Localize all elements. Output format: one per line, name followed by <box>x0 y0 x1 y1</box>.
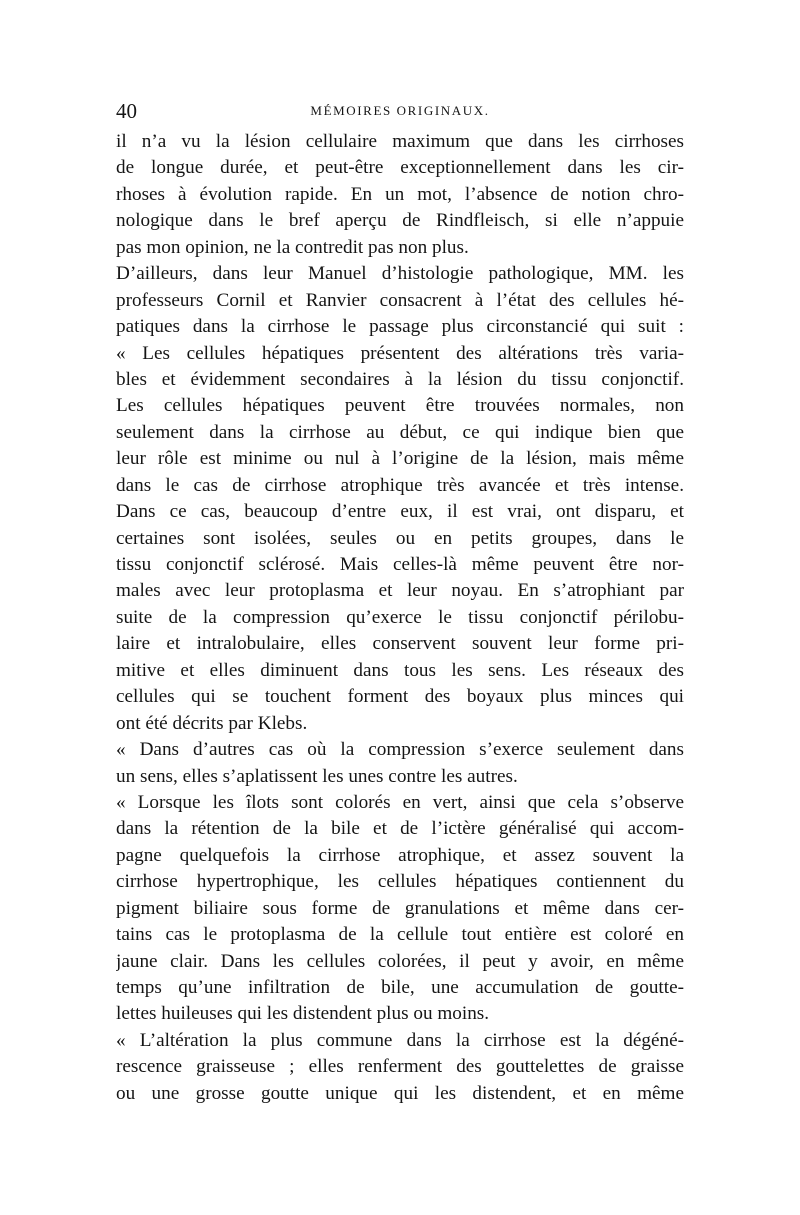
text-line: jaune clair. Dans les cellules colorées, il peut y avoir, en même <box>116 950 684 972</box>
text-line: patiques dans la cirrhose le passage plus circonstancié qui suit : <box>116 316 684 338</box>
text-line: leur rôle est minime ou nul à l’origine de la lésion, mais même <box>116 448 684 470</box>
body-text <box>116 129 684 1107</box>
text-line: suite de la compression qu’exerce le tissu conjonctif périlobu- <box>116 606 684 628</box>
text-line: bles et évidemment secondaires à la lésion du tissu conjonctif. <box>116 368 684 390</box>
text-line: ou une grosse goutte unique qui les distendent, et en même <box>116 1082 684 1104</box>
text-line: temps qu’une infiltration de bile, une accumulation de goutte- <box>116 977 684 998</box>
text-line: tissu conjonctif sclérosé. Mais celles-là même peuvent être nor- <box>116 554 684 575</box>
text-line: nologique dans le bref aperçu de Rindfleisch, si elle n’appuie <box>116 210 684 232</box>
running-title: MÉMOIRES ORIGINAUX. <box>310 103 490 118</box>
text-line: lettes huileuses qui les distendent plus ou moins. <box>116 1003 490 1025</box>
text-line: « L’altération la plus commune dans la cirrhose est la dégéné- <box>116 1029 684 1051</box>
text-line: « Dans d’autres cas où la compression s’exerce seulement dans <box>116 739 684 761</box>
text-line: rhoses à évolution rapide. En un mot, l’absence de notion chro- <box>116 183 684 205</box>
text-line: il n’a vu la lésion cellulaire maximum que dans les cirrhoses <box>116 131 684 152</box>
text-line: dans la rétention de la bile et de l’ictère généralisé qui accom- <box>116 818 684 840</box>
text-line: pagne quelquefois la cirrhose atrophique, et assez souvent la <box>116 844 684 866</box>
text-line: seulement dans la cirrhose au début, ce qui indique bien que <box>116 421 684 443</box>
text-line: cirrhose hypertrophique, les cellules hépatiques contiennent du <box>116 871 684 893</box>
text-line: tains cas le protoplasma de la cellule tout entière est coloré en <box>116 924 684 946</box>
text-line: mitive et elles diminuent dans tous les sens. Les réseaux des <box>116 659 684 681</box>
text-line: de longue durée, et peut-être exceptionnellement dans les cir- <box>116 157 684 179</box>
text-line: Les cellules hépatiques peuvent être trouvées normales, non <box>116 395 684 417</box>
text-line: ont été décrits par Klebs. <box>116 712 308 734</box>
text-line: certaines sont isolées, seules ou en petits groupes, dans le <box>116 527 684 549</box>
text-line: pas mon opinion, ne la contredit pas non plus. <box>116 236 469 258</box>
text-line: laire et intralobulaire, elles conservent souvent leur forme pri- <box>116 633 684 655</box>
text-line: « Les cellules hépatiques présentent des altérations très varia- <box>116 342 684 364</box>
page-number: 40 <box>116 99 137 123</box>
text-line: Dans ce cas, beaucoup d’entre eux, il est vrai, ont disparu, et <box>116 501 684 523</box>
text-line: professeurs Cornil et Ranvier consacrent à l’état des cellules hé- <box>116 289 684 311</box>
text-line: rescence graisseuse ; elles renferment des gouttelettes de graisse <box>116 1056 684 1078</box>
text-line: dans le cas de cirrhose atrophique très avancée et très intense. <box>116 474 684 496</box>
running-head <box>116 98 684 126</box>
text-line: un sens, elles s’aplatissent les unes contre les autres. <box>116 765 518 787</box>
text-line: pigment biliaire sous forme de granulations et même dans cer- <box>116 897 684 919</box>
text-line: « Lorsque les îlots sont colorés en vert, ainsi que cela s’observe <box>116 791 684 813</box>
text-line: D’ailleurs, dans leur Manuel d’histologie pathologique, MM. les <box>116 263 684 285</box>
text-line: males avec leur protoplasma et leur noyau. En s’atrophiant par <box>116 580 684 602</box>
text-line: cellules qui se touchent forment des boyaux plus minces qui <box>116 686 684 708</box>
